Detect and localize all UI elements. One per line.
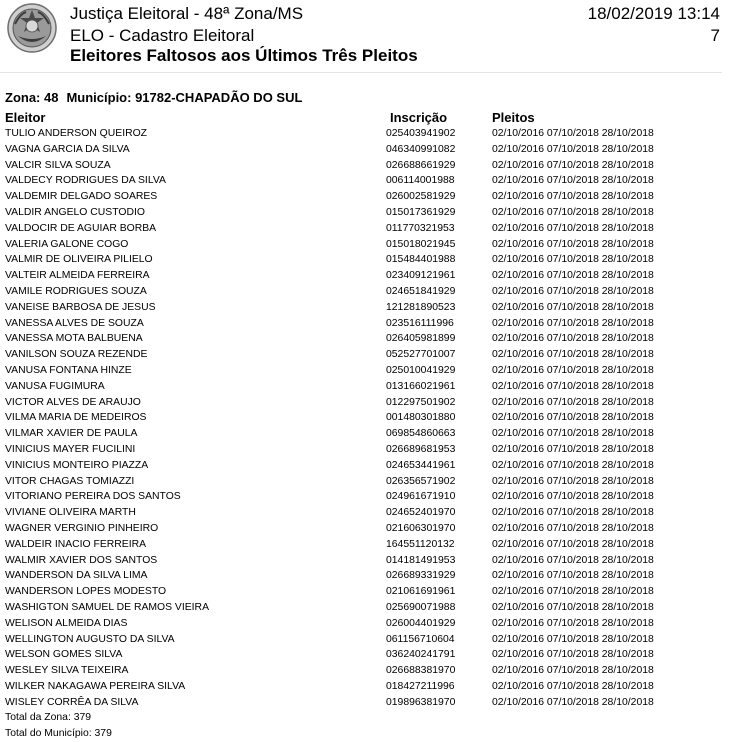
table-row	[0, 521, 731, 537]
voter-name: WILKER NAKAGAWA PEREIRA SILVA	[5, 680, 186, 692]
court-name: Justiça Eleitoral - 48ª Zona/MS	[70, 4, 304, 23]
voter-name: VANUSA FONTANA HINZE	[5, 364, 132, 376]
voter-pleitos: 02/10/2016 07/10/2018 28/10/2018	[492, 665, 654, 677]
voter-pleitos: 02/10/2016 07/10/2018 28/10/2018	[492, 428, 654, 440]
voter-name: VILMAR XAVIER DE PAULA	[5, 428, 138, 440]
table-row	[0, 489, 731, 505]
voter-name: TULIO ANDERSON QUEIROZ	[5, 128, 148, 139]
page-number: 7	[710, 26, 720, 45]
table-row	[0, 568, 731, 584]
voter-pleitos: 02/10/2016 07/10/2018 28/10/2018	[492, 538, 654, 550]
voter-inscricao: 021606301970	[386, 522, 456, 534]
voter-name: WALDEIR INACIO FERREIRA	[5, 538, 147, 550]
voter-pleitos: 02/10/2016 07/10/2018 28/10/2018	[492, 317, 654, 329]
voter-inscricao: 015484401988	[386, 254, 456, 266]
voter-inscricao: 026004401929	[386, 617, 456, 629]
table-row	[0, 632, 731, 648]
table-row	[0, 252, 731, 268]
voter-name: WANDERSON LOPES MODESTO	[5, 586, 167, 598]
voter-name: WELLINGTON AUGUSTO DA SILVA	[5, 633, 175, 645]
voter-name: VAMILE RODRIGUES SOUZA	[5, 285, 147, 297]
system-name: ELO - Cadastro Eleitoral	[70, 26, 255, 45]
voter-inscricao: 025403941902	[386, 128, 456, 139]
voter-pleitos: 02/10/2016 07/10/2018 28/10/2018	[492, 238, 654, 250]
voter-name: VANEISE BARBOSA DE JESUS	[5, 301, 156, 313]
zone-municipality-heading	[5, 89, 302, 106]
voter-pleitos: 02/10/2016 07/10/2018 28/10/2018	[492, 459, 654, 471]
column-header-pleitos: Pleitos	[492, 110, 535, 125]
table-row	[0, 142, 731, 158]
voter-inscricao: 014181491953	[386, 554, 456, 566]
voter-inscricao: 026002581929	[386, 191, 456, 203]
voter-name: WASHIGTON SAMUEL DE RAMOS VIEIRA	[5, 601, 209, 613]
table-row	[0, 126, 731, 142]
voter-pleitos: 02/10/2016 07/10/2018 28/10/2018	[492, 601, 654, 613]
voter-pleitos: 02/10/2016 07/10/2018 28/10/2018	[492, 222, 654, 234]
voter-pleitos: 02/10/2016 07/10/2018 28/10/2018	[492, 364, 654, 376]
table-row	[0, 173, 731, 189]
voter-inscricao: 024651841929	[386, 285, 456, 297]
voter-inscricao: 025010041929	[386, 364, 456, 376]
voter-inscricao: 061156710604	[386, 633, 455, 645]
voter-name: VALDIR ANGELO CUSTODIO	[5, 206, 145, 218]
voter-inscricao: 026688661929	[386, 159, 456, 171]
voter-name: VANESSA ALVES DE SOUZA	[5, 317, 144, 329]
total-zone: Total da Zona: 379	[5, 712, 92, 723]
voter-inscricao: 024652401970	[386, 507, 456, 519]
voter-inscricao: 001480301880	[386, 412, 456, 424]
table-row	[0, 268, 731, 284]
voter-inscricao: 024653441961	[386, 459, 456, 471]
voter-pleitos: 02/10/2016 07/10/2018 28/10/2018	[492, 396, 654, 408]
voter-pleitos: 02/10/2016 07/10/2018 28/10/2018	[492, 254, 654, 266]
voter-pleitos: 02/10/2016 07/10/2018 28/10/2018	[492, 570, 654, 582]
table-row	[0, 363, 731, 379]
voter-inscricao: 069854860663	[386, 428, 456, 440]
table-row	[0, 189, 731, 205]
total-municipality: Total do Município: 379	[5, 728, 112, 739]
voter-inscricao: 046340991082	[386, 143, 456, 155]
table-row	[0, 221, 731, 237]
voter-name: VINICIUS MONTEIRO PIAZZA	[5, 459, 149, 471]
voter-inscricao: 011770321953	[386, 222, 455, 234]
column-header-eleitor: Eleitor	[5, 110, 46, 125]
voter-name: VICTOR ALVES DE ARAUJO	[5, 396, 141, 408]
table-row	[0, 647, 731, 663]
voter-name: WELISON ALMEIDA DIAS	[5, 617, 128, 629]
table-row	[0, 474, 731, 490]
voter-inscricao: 121281890523	[386, 301, 456, 313]
zone-label: Zona: 48	[5, 90, 59, 105]
voter-name: VALCIR SILVA SOUZA	[5, 159, 111, 171]
table-row	[0, 584, 731, 600]
voter-name: VANUSA FUGIMURA	[5, 380, 105, 392]
voter-inscricao: 026689681953	[386, 443, 456, 455]
header-divider	[0, 72, 722, 73]
voter-pleitos: 02/10/2016 07/10/2018 28/10/2018	[492, 349, 654, 361]
voter-pleitos: 02/10/2016 07/10/2018 28/10/2018	[492, 270, 654, 282]
table-row	[0, 158, 731, 174]
voter-inscricao: 024961671910	[386, 491, 456, 503]
voter-inscricao: 019896381970	[386, 696, 456, 708]
report-title: Eleitores Faltosos aos Últimos Três Pleitos	[70, 46, 418, 65]
report-datetime: 18/02/2019 13:14	[587, 4, 720, 23]
voter-name: VANESSA MOTA BALBUENA	[5, 333, 143, 345]
table-row	[0, 300, 731, 316]
table-row	[0, 347, 731, 363]
voter-name: WALMIR XAVIER DOS SANTOS	[5, 554, 158, 566]
table-row	[0, 205, 731, 221]
voter-name: WESLEY SILVA TEIXEIRA	[5, 665, 129, 677]
voter-pleitos: 02/10/2016 07/10/2018 28/10/2018	[492, 206, 654, 218]
voter-name: VINICIUS MAYER FUCILINI	[5, 443, 136, 455]
voter-name: VALDOCIR DE AGUIAR BORBA	[5, 222, 157, 234]
voter-pleitos: 02/10/2016 07/10/2018 28/10/2018	[492, 554, 654, 566]
voter-name: VALDECY RODRIGUES DA SILVA	[5, 175, 166, 187]
table-row	[0, 600, 731, 616]
voter-pleitos: 02/10/2016 07/10/2018 28/10/2018	[492, 301, 654, 313]
voter-pleitos: 02/10/2016 07/10/2018 28/10/2018	[492, 191, 654, 203]
voter-pleitos: 02/10/2016 07/10/2018 28/10/2018	[492, 380, 654, 392]
voter-pleitos: 02/10/2016 07/10/2018 28/10/2018	[492, 128, 654, 139]
voter-name: WISLEY CORRÊA DA SILVA	[5, 696, 139, 708]
voter-pleitos: 02/10/2016 07/10/2018 28/10/2018	[492, 159, 654, 171]
table-row	[0, 284, 731, 300]
voter-pleitos: 02/10/2016 07/10/2018 28/10/2018	[492, 491, 654, 503]
voter-pleitos: 02/10/2016 07/10/2018 28/10/2018	[492, 475, 654, 487]
voter-pleitos: 02/10/2016 07/10/2018 28/10/2018	[492, 443, 654, 455]
table-row	[0, 426, 731, 442]
voter-name: VALTEIR ALMEIDA FERREIRA	[5, 270, 150, 282]
voter-inscricao: 018427211996	[386, 680, 455, 692]
voter-name: VALMIR DE OLIVEIRA PILIELO	[5, 254, 153, 266]
voter-inscricao: 012297501902	[386, 396, 456, 408]
report-header	[0, 0, 731, 72]
table-row	[0, 316, 731, 332]
voter-inscricao: 006114001988	[386, 175, 455, 187]
table-row	[0, 331, 731, 347]
table-row	[0, 537, 731, 553]
voter-pleitos: 02/10/2016 07/10/2018 28/10/2018	[492, 649, 654, 661]
voter-pleitos: 02/10/2016 07/10/2018 28/10/2018	[492, 680, 654, 692]
table-row	[0, 442, 731, 458]
voter-pleitos: 02/10/2016 07/10/2018 28/10/2018	[492, 507, 654, 519]
voter-name: WANDERSON DA SILVA LIMA	[5, 570, 148, 582]
voter-pleitos: 02/10/2016 07/10/2018 28/10/2018	[492, 285, 654, 297]
voter-inscricao: 026688381970	[386, 665, 456, 677]
voter-pleitos: 02/10/2016 07/10/2018 28/10/2018	[492, 633, 654, 645]
voter-name: VALERIA GALONE COGO	[5, 238, 129, 250]
voter-list	[0, 126, 731, 710]
municipality-label: Município: 91782-CHAPADÃO DO SUL	[66, 90, 303, 105]
voter-name: VANILSON SOUZA REZENDE	[5, 349, 148, 361]
table-row	[0, 553, 731, 569]
table-row	[0, 379, 731, 395]
table-row	[0, 505, 731, 521]
table-row	[0, 410, 731, 426]
voter-pleitos: 02/10/2016 07/10/2018 28/10/2018	[492, 175, 654, 187]
voter-pleitos: 02/10/2016 07/10/2018 28/10/2018	[492, 412, 654, 424]
totals-block	[5, 710, 112, 742]
table-row	[0, 695, 731, 711]
voter-pleitos: 02/10/2016 07/10/2018 28/10/2018	[492, 333, 654, 345]
voter-inscricao: 036240241791	[386, 649, 456, 661]
voter-name: VIVIANE OLIVEIRA MARTH	[5, 507, 136, 519]
voter-inscricao: 013166021961	[386, 380, 456, 392]
voter-inscricao: 023516111996	[386, 317, 454, 329]
voter-pleitos: 02/10/2016 07/10/2018 28/10/2018	[492, 586, 654, 598]
voter-inscricao: 021061691961	[386, 586, 456, 598]
voter-inscricao: 026356571902	[386, 475, 456, 487]
voter-name: VILMA MARIA DE MEDEIROS	[5, 412, 147, 424]
voter-inscricao: 026689331929	[386, 570, 456, 582]
voter-inscricao: 015018021945	[386, 238, 456, 250]
voter-pleitos: 02/10/2016 07/10/2018 28/10/2018	[492, 696, 654, 708]
voter-inscricao: 023409121961	[386, 270, 456, 282]
voter-pleitos: 02/10/2016 07/10/2018 28/10/2018	[492, 522, 654, 534]
voter-name: VALDEMIR DELGADO SOARES	[5, 191, 158, 203]
table-row	[0, 458, 731, 474]
table-row	[0, 663, 731, 679]
voter-inscricao: 026405981899	[386, 333, 456, 345]
voter-inscricao: 164551120132	[386, 538, 455, 550]
voter-name: VAGNA GARCIA DA SILVA	[5, 143, 130, 155]
voter-inscricao: 025690071988	[386, 601, 456, 613]
voter-inscricao: 015017361929	[386, 206, 456, 218]
voter-inscricao: 052527701007	[386, 349, 456, 361]
table-row	[0, 616, 731, 632]
voter-name: VITOR CHAGAS TOMIAZZI	[5, 475, 135, 487]
voter-pleitos: 02/10/2016 07/10/2018 28/10/2018	[492, 143, 654, 155]
voter-name: WELSON GOMES SILVA	[5, 649, 123, 661]
voter-name: VITORIANO PEREIRA DOS SANTOS	[5, 491, 181, 503]
table-row	[0, 395, 731, 411]
voter-pleitos: 02/10/2016 07/10/2018 28/10/2018	[492, 617, 654, 629]
voter-name: WAGNER VERGINIO PINHEIRO	[5, 522, 159, 534]
table-row	[0, 679, 731, 695]
table-row	[0, 237, 731, 253]
column-header-inscricao: Inscrição	[390, 110, 448, 125]
coat-of-arms-seal-icon	[6, 2, 58, 54]
